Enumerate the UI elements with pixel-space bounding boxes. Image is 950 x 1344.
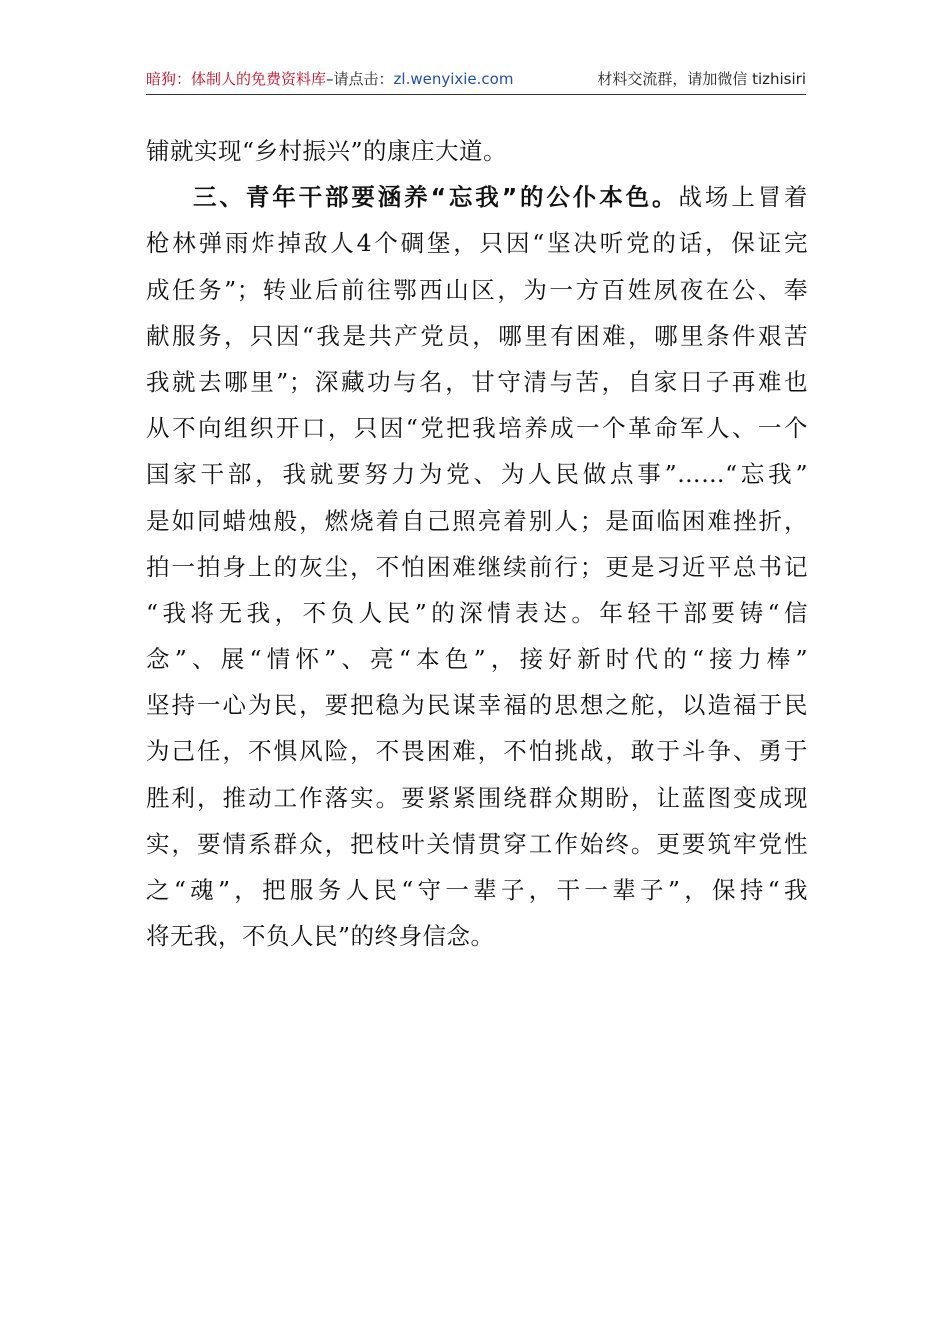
text-line: 枪林弹雨炸掉敌人4个碉堡，只因“坚决听党的话，保证完 bbox=[146, 229, 808, 258]
text-line: 之“魂”，把服务人民“守一辈子，干一辈子”，保持“我 bbox=[146, 876, 808, 904]
header-prompt: –请点击： bbox=[326, 70, 394, 88]
header-site-name: 暗狗：体制人的免费资料库 bbox=[146, 70, 327, 88]
document-body bbox=[146, 128, 808, 959]
text-line: “我将无我，不负人民”的深情表达。年轻干部要铸“信 bbox=[146, 598, 808, 627]
text-line: 我就去哪里”；深藏功与名，甘守清与苦，自家日子再难也 bbox=[146, 367, 808, 396]
header-contact-note: 材料交流群，请加微信 tizhisiri bbox=[597, 70, 806, 88]
text-line: 献服务，只因“我是共产党员，哪里有困难，哪里条件艰苦 bbox=[146, 321, 808, 350]
text-line: 拍一拍身上的灰尘，不怕困难继续前行；更是习近平总书记 bbox=[146, 552, 808, 581]
text-line: 为己任，不惧风险，不畏困难，不怕挑战，敢于斗争、勇于 bbox=[146, 737, 808, 766]
text-segment: 战场上冒着 bbox=[678, 183, 809, 212]
text-line: 将无我，不负人民”的终身信念。 bbox=[146, 922, 495, 951]
text-line: 念”、展“情怀”、亮“本色”，接好新时代的“接力棒” bbox=[146, 645, 808, 674]
text-line: 国家干部，我就要努力为党、为人民做点事”……“忘我” bbox=[146, 460, 808, 489]
text-line: 铺就实现“乡村振兴”的康庄大道。 bbox=[146, 137, 508, 165]
text-line: 是如同蜡烛般，燃烧着自己照亮着别人；是面临困难挫折， bbox=[146, 506, 808, 535]
section-heading-line bbox=[146, 174, 808, 220]
text-line: 实，要情系群众，把枝叶关情贯穿工作始终。更要筑牢党性 bbox=[146, 829, 808, 858]
section-heading: 三、青年干部要涵养“忘我”的公仆本色。 bbox=[193, 183, 679, 212]
text-line: 胜利，推动工作落实。要紧紧围绕群众期盼，让蓝图变成现 bbox=[146, 783, 808, 812]
text-line: 坚持一心为民，要把稳为民谋幸福的思想之舵，以造福于民 bbox=[146, 691, 808, 720]
header-url-link[interactable]: zl.wenyixie.com bbox=[393, 70, 514, 88]
text-line: 成任务”；转业后前往鄂西山区，为一方百姓夙夜在公、奉 bbox=[146, 275, 808, 304]
page-header bbox=[146, 64, 806, 95]
text-line: 从不向组织开口，只因“党把我培养成一个革命军人、一个 bbox=[146, 414, 808, 443]
